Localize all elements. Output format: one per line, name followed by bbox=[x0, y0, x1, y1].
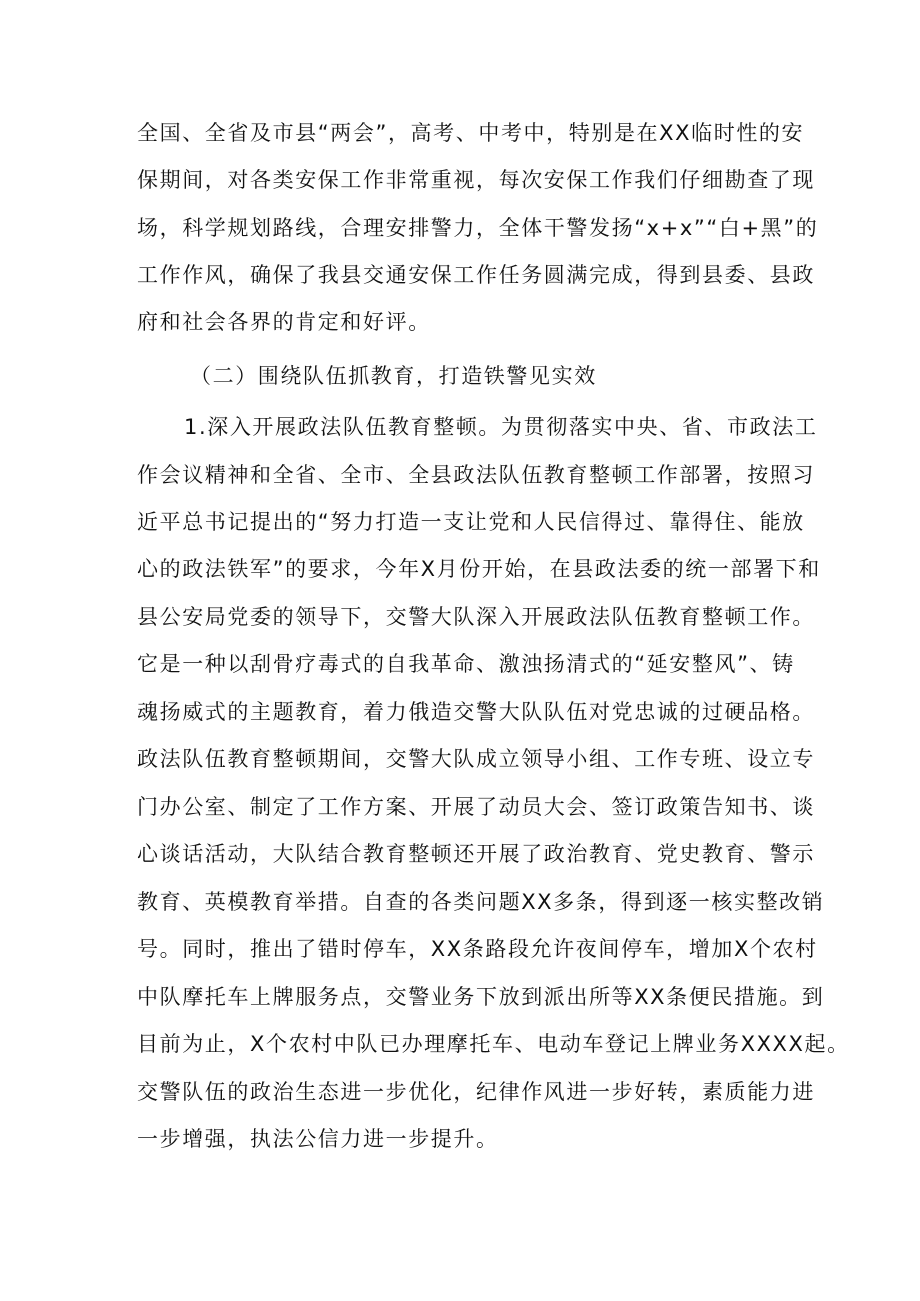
paragraph-line: 门办公室、制定了工作方案、开展了动员大会、签订政策告知书、谈 bbox=[137, 795, 815, 819]
paragraph-line: 府和社会各界的肯定和好评。 bbox=[137, 310, 431, 334]
paragraph-line: 目前为止，X个农村中队已办理摩托车、电动车登记上牌业务XXXX起。 bbox=[137, 1032, 850, 1056]
paragraph-line: 一步增强，执法公信力进一步提升。 bbox=[137, 1127, 499, 1151]
paragraph-line: 保期间，对各类安保工作非常重视，每次安保工作我们仔细勘查了现 bbox=[137, 168, 815, 192]
paragraph-line: 政法队伍教育整顿期间，交警大队成立领导小组、工作专班、设立专 bbox=[137, 747, 815, 771]
paragraph-line: 场，科学规划路线，合理安排警力，全体干警发扬“x+x”“白+黑”的 bbox=[137, 216, 819, 240]
paragraph-line: 魂扬威式的主题教育，着力俄造交警大队队伍对党忠诚的过硬品格。 bbox=[137, 700, 815, 724]
paragraph-line: 心谈话活动，大队结合教育整顿还开展了政治教育、党史教育、警示 bbox=[137, 842, 815, 866]
paragraph-line: 作会议精神和全省、全市、全县政法队伍教育整顿工作部署，按照习 bbox=[137, 463, 815, 487]
paragraph-line: 教育、英模教育举措。自查的各类问题XX多条，得到逐一核实整改销 bbox=[137, 890, 825, 914]
paragraph-line: 号。同时，推出了错时停车，XX条路段允许夜间停车，增加X个农村 bbox=[137, 937, 818, 961]
paragraph-line: 交警队伍的政治生态进一步优化，纪律作风进一步好转，素质能力进 bbox=[137, 1080, 815, 1104]
section-heading: （二）围绕队伍抓教育，打造铁警见实效 bbox=[190, 364, 597, 388]
paragraph-line: 县公安局党委的领导下，交警大队深入开展政法队伍教育整顿工作。 bbox=[137, 605, 815, 629]
paragraph-line: 工作作风，确保了我县交通安保工作任务圆满完成，得到县委、县政 bbox=[137, 263, 815, 287]
paragraph-line: 它是一种以刮骨疗毒式的自我革命、激浊扬清式的“延安整风”、铸 bbox=[137, 652, 795, 676]
paragraph-line: 近平总书记提出的“努力打造一支让党和人民信得过、靠得住、能放 bbox=[137, 510, 805, 534]
paragraph-line: 1.深入开展政法队伍教育整顿。为贯彻落实中央、省、市政法工 bbox=[184, 415, 818, 439]
paragraph-line: 全国、全省及市县“两会”，高考、中考中，特别是在XX临时性的安 bbox=[137, 121, 805, 145]
paragraph-line: 心的政法铁军”的要求，今年X月份开始，在县政法委的统一部署下和 bbox=[137, 557, 821, 581]
paragraph-line: 中队摩托车上牌服务点，交警业务下放到派出所等XX条便民措施。到 bbox=[137, 985, 825, 1009]
